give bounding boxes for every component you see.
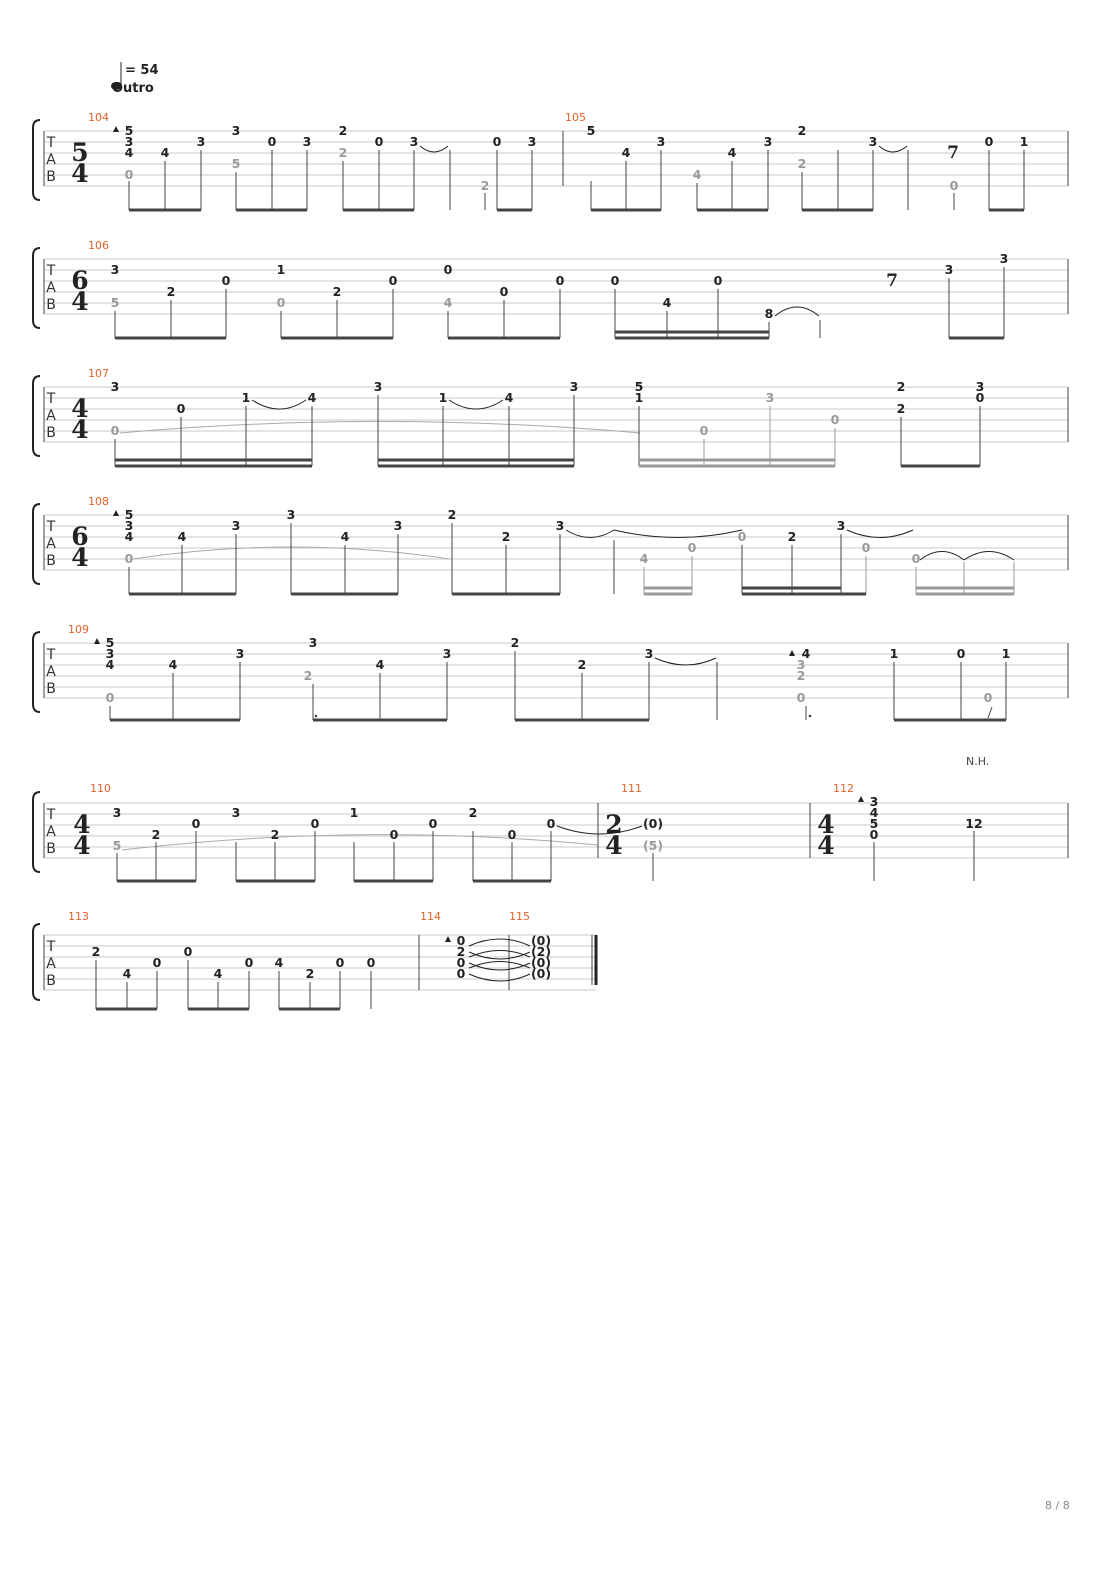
fret-number: 0	[388, 273, 398, 288]
fret-number: 0	[507, 827, 517, 842]
fret-number: 0	[555, 273, 565, 288]
tab-letter-a: A	[46, 152, 56, 168]
measure-number: 113	[68, 910, 89, 923]
tab-letter-t: T	[46, 391, 56, 407]
fret-number: 3	[302, 134, 312, 149]
fret-number: 3	[975, 379, 985, 394]
fret-number: 4	[662, 295, 672, 310]
time-signature-denominator: 4	[817, 831, 835, 860]
measure-number: 112	[833, 782, 854, 795]
measure-number: 114	[420, 910, 441, 923]
system-1	[33, 111, 1068, 210]
fret-number: 3	[836, 518, 846, 533]
measure-number: 111	[621, 782, 642, 795]
fret-number: 3	[944, 262, 954, 277]
fret-number: 0	[499, 284, 509, 299]
fret-number: 4	[177, 529, 187, 544]
fret-number: 0	[456, 966, 466, 981]
tab-letter-b: B	[46, 169, 56, 185]
fret-number: 2	[468, 805, 478, 820]
fret-number: 3	[409, 134, 419, 149]
note-stems	[129, 150, 1024, 210]
fret-number: 3	[393, 518, 403, 533]
fret-number: 4	[801, 646, 811, 661]
fret-number: 5	[105, 635, 115, 650]
fret-number: 0	[975, 390, 985, 405]
fret-number: 0	[830, 412, 840, 427]
fret-number: 0	[492, 134, 502, 149]
fret-number: 0	[546, 816, 556, 831]
fret-number: 0	[366, 955, 376, 970]
fret-number: 2	[151, 827, 161, 842]
fret-number: (0)	[530, 933, 552, 948]
fret-number: 1	[349, 805, 359, 820]
time-signature-denominator: 4	[71, 415, 89, 444]
tie	[614, 530, 742, 538]
time-signature-denominator: 4	[71, 159, 89, 188]
fret-number: 1	[889, 646, 899, 661]
system-4	[33, 495, 1068, 594]
fret-number: 0	[221, 273, 231, 288]
fret-number: 0	[699, 423, 709, 438]
system-bracket	[33, 248, 40, 328]
fret-number: 4	[443, 295, 453, 310]
fret-number: 3	[765, 390, 775, 405]
fret-number: 3	[235, 646, 245, 661]
fret-number: 3	[869, 794, 879, 809]
fret-number: 5	[586, 123, 596, 138]
fret-number: 3	[231, 518, 241, 533]
upstroke-arrow-icon	[445, 936, 451, 942]
fret-number: 4	[639, 551, 649, 566]
fret-number: 0	[191, 816, 201, 831]
fret-number: 3	[373, 379, 383, 394]
measure-number: 104	[88, 111, 109, 124]
tab-staff	[44, 643, 1068, 698]
tab-letter-b: B	[46, 681, 56, 697]
note-stems	[110, 651, 1006, 720]
fret-number: 2	[338, 123, 348, 138]
fret-number: 0	[443, 262, 453, 277]
fret-number: 2	[480, 178, 490, 193]
fret-number: 3	[569, 379, 579, 394]
fret-number: 3	[110, 262, 120, 277]
tab-letter-t: T	[46, 135, 56, 151]
fret-number: 0	[956, 646, 966, 661]
fret-number: 4	[340, 529, 350, 544]
fret-number: 0	[911, 551, 921, 566]
fret-number: 4	[692, 167, 702, 182]
fret-number: 0	[110, 423, 120, 438]
fret-number: (0)	[642, 816, 664, 831]
natural-harmonic-label: N.H.	[966, 755, 990, 768]
tab-letter-a: A	[46, 824, 56, 840]
tempo-value: = 54	[125, 63, 159, 78]
tab-letter-t: T	[46, 647, 56, 663]
tab-letter-a: A	[46, 280, 56, 296]
time-signature-numerator: 4	[817, 810, 835, 839]
note-stems	[96, 960, 371, 1009]
time-signature-numerator: 4	[73, 810, 91, 839]
fret-number: 0	[687, 540, 697, 555]
fret-number: 5	[634, 379, 644, 394]
fret-number: 2	[787, 529, 797, 544]
fret-number: 3	[124, 518, 134, 533]
system-5	[33, 623, 1068, 720]
fret-number: 4	[307, 390, 317, 405]
fret-number: 2	[447, 507, 457, 522]
time-signature-denominator: 4	[605, 831, 623, 860]
fret-number: 0	[983, 690, 993, 705]
fret-number: (0)	[530, 955, 552, 970]
fret-number: 2	[797, 156, 807, 171]
section-label: Outro	[112, 81, 154, 96]
system-2	[33, 239, 1068, 338]
measure-number: 109	[68, 623, 89, 636]
measure-number: 110	[90, 782, 111, 795]
fret-number: 1	[438, 390, 448, 405]
fret-number: 3	[644, 646, 654, 661]
tab-letter-a: A	[46, 956, 56, 972]
fret-number: 0	[310, 816, 320, 831]
fret-number: 3	[868, 134, 878, 149]
fret-number: 0	[176, 401, 186, 416]
time-signature-numerator: 6	[71, 266, 89, 295]
fret-number: 0	[152, 955, 162, 970]
beams	[129, 588, 1014, 594]
fret-number: 1	[276, 262, 286, 277]
upstroke-arrow-icon	[94, 638, 100, 644]
tempo-marking	[111, 62, 159, 96]
slide	[252, 400, 306, 409]
fret-number: 4	[124, 529, 134, 544]
fret-number: 5	[112, 838, 122, 853]
fret-number: 0	[267, 134, 277, 149]
fret-number: 5	[110, 295, 120, 310]
system-bracket	[33, 632, 40, 712]
fret-number: 2	[796, 668, 806, 683]
fret-number: 3	[286, 507, 296, 522]
tab-letter-a: A	[46, 408, 56, 424]
fret-number: 0	[984, 134, 994, 149]
measure-number: 108	[88, 495, 109, 508]
system-3	[33, 367, 1068, 466]
fret-number: 3	[796, 657, 806, 672]
fret-number: 2	[501, 529, 511, 544]
time-signature-numerator: 2	[605, 810, 623, 839]
rest-icon: 7	[886, 271, 898, 291]
fret-number: 4	[122, 966, 132, 981]
fret-number: 3	[527, 134, 537, 149]
tab-letter-b: B	[46, 553, 56, 569]
fret-number: 3	[763, 134, 773, 149]
system-bracket	[33, 504, 40, 584]
fret-number: 2	[510, 635, 520, 650]
fret-number: 4	[621, 145, 631, 160]
fret-number: 0	[374, 134, 384, 149]
fret-number: 5	[869, 816, 879, 831]
fret-number: 0	[796, 690, 806, 705]
tab-letter-t: T	[46, 939, 56, 955]
time-signature-numerator: 6	[71, 522, 89, 551]
system-6	[33, 755, 1068, 881]
tab-letter-b: B	[46, 973, 56, 989]
fret-number: 2	[456, 944, 466, 959]
fret-number: (2)	[530, 944, 552, 959]
time-signature-denominator: 4	[71, 287, 89, 316]
fret-number: 0	[737, 529, 747, 544]
fret-number: 5	[231, 156, 241, 171]
fret-number: 0	[949, 178, 959, 193]
system-bracket	[33, 120, 40, 200]
dot	[809, 715, 812, 718]
slur	[122, 835, 598, 850]
fret-number: 3	[196, 134, 206, 149]
tie	[557, 826, 642, 834]
fret-number: 4	[105, 657, 115, 672]
fret-number: 0	[389, 827, 399, 842]
tie	[847, 530, 913, 538]
fret-number: 4	[504, 390, 514, 405]
measure-number: 107	[88, 367, 109, 380]
grace-flag	[988, 707, 992, 718]
tie	[775, 307, 819, 316]
tab-letter-b: B	[46, 297, 56, 313]
fret-number: 2	[91, 944, 101, 959]
rest-icon: 7	[947, 143, 959, 163]
fret-number: 4	[160, 145, 170, 160]
time-signature-denominator: 4	[73, 831, 91, 860]
fret-number: 2	[270, 827, 280, 842]
upstroke-arrow-icon	[858, 796, 864, 802]
system-bracket	[33, 376, 40, 456]
fret-number: (5)	[642, 838, 664, 853]
fret-number: 3	[110, 379, 120, 394]
ties	[469, 939, 530, 981]
fret-number: 3	[231, 805, 241, 820]
slide	[449, 400, 503, 409]
fret-number: 2	[332, 284, 342, 299]
fret-number: 0	[713, 273, 723, 288]
fret-number: 0	[244, 955, 254, 970]
fret-number: 4	[727, 145, 737, 160]
tie	[420, 146, 448, 152]
fret-number: 4	[124, 145, 134, 160]
tab-letter-b: B	[46, 841, 56, 857]
fret-number: 1	[241, 390, 251, 405]
system-7	[33, 910, 596, 1009]
fret-number: 3	[124, 134, 134, 149]
fret-number: 3	[105, 646, 115, 661]
fret-number: 5	[124, 123, 134, 138]
fret-number: 0	[610, 273, 620, 288]
fret-number: 3	[656, 134, 666, 149]
upstroke-arrow-icon	[113, 126, 119, 132]
fret-number: 3	[442, 646, 452, 661]
page-number: 8 / 8	[1045, 1499, 1070, 1512]
fret-number: 0	[105, 690, 115, 705]
tab-letter-t: T	[46, 519, 56, 535]
time-signature-numerator: 5	[71, 138, 89, 167]
fret-number: 4	[274, 955, 284, 970]
fret-number: 2	[797, 123, 807, 138]
tab-staff	[44, 387, 1068, 442]
fret-number: 0	[183, 944, 193, 959]
dot	[315, 715, 318, 718]
fret-number: 0	[276, 295, 286, 310]
measure-number: 115	[509, 910, 530, 923]
time-signature-denominator: 4	[71, 543, 89, 572]
fret-number: 3	[231, 123, 241, 138]
tie	[655, 658, 716, 665]
fret-number: 0	[335, 955, 345, 970]
system-bracket	[33, 792, 40, 872]
fret-number: 2	[303, 668, 313, 683]
fret-number: 12	[965, 816, 983, 831]
fret-number: 0	[869, 827, 879, 842]
fret-number: 3	[112, 805, 122, 820]
fret-number: (0)	[530, 966, 552, 981]
tab-letter-t: T	[46, 263, 56, 279]
fret-number: 2	[338, 145, 348, 160]
tab-letter-a: A	[46, 536, 56, 552]
tie	[566, 530, 614, 538]
tab-letter-b: B	[46, 425, 56, 441]
fret-number: 2	[305, 966, 315, 981]
fret-number: 1	[634, 390, 644, 405]
fret-number: 8	[764, 306, 774, 321]
fret-number: 0	[124, 167, 134, 182]
time-signature-numerator: 4	[71, 394, 89, 423]
beams	[115, 460, 980, 466]
fret-number: 3	[555, 518, 565, 533]
fret-number: 0	[456, 955, 466, 970]
upstroke-arrow-icon	[789, 650, 795, 656]
fret-number: 4	[168, 657, 178, 672]
fret-number: 3	[999, 251, 1009, 266]
upstroke-arrow-icon	[113, 510, 119, 516]
measure-number: 105	[565, 111, 586, 124]
system-bracket	[33, 924, 40, 1000]
tab-letter-a: A	[46, 664, 56, 680]
fret-number: 1	[1001, 646, 1011, 661]
fret-number: 5	[124, 507, 134, 522]
fret-number: 0	[456, 933, 466, 948]
fret-number: 0	[124, 551, 134, 566]
fret-number: 1	[1019, 134, 1029, 149]
fret-number: 3	[308, 635, 318, 650]
barlines	[44, 387, 1068, 442]
fret-number: 0	[428, 816, 438, 831]
fret-number: 0	[861, 540, 871, 555]
fret-number: 2	[166, 284, 176, 299]
measure-number: 106	[88, 239, 109, 252]
fret-number: 4	[375, 657, 385, 672]
fret-number: 4	[869, 805, 879, 820]
fret-number: 2	[577, 657, 587, 672]
fret-number: 2	[896, 401, 906, 416]
tie	[879, 146, 907, 152]
barlines	[44, 643, 1068, 698]
fret-number: 2	[896, 379, 906, 394]
fret-number: 4	[213, 966, 223, 981]
tab-letter-t: T	[46, 807, 56, 823]
